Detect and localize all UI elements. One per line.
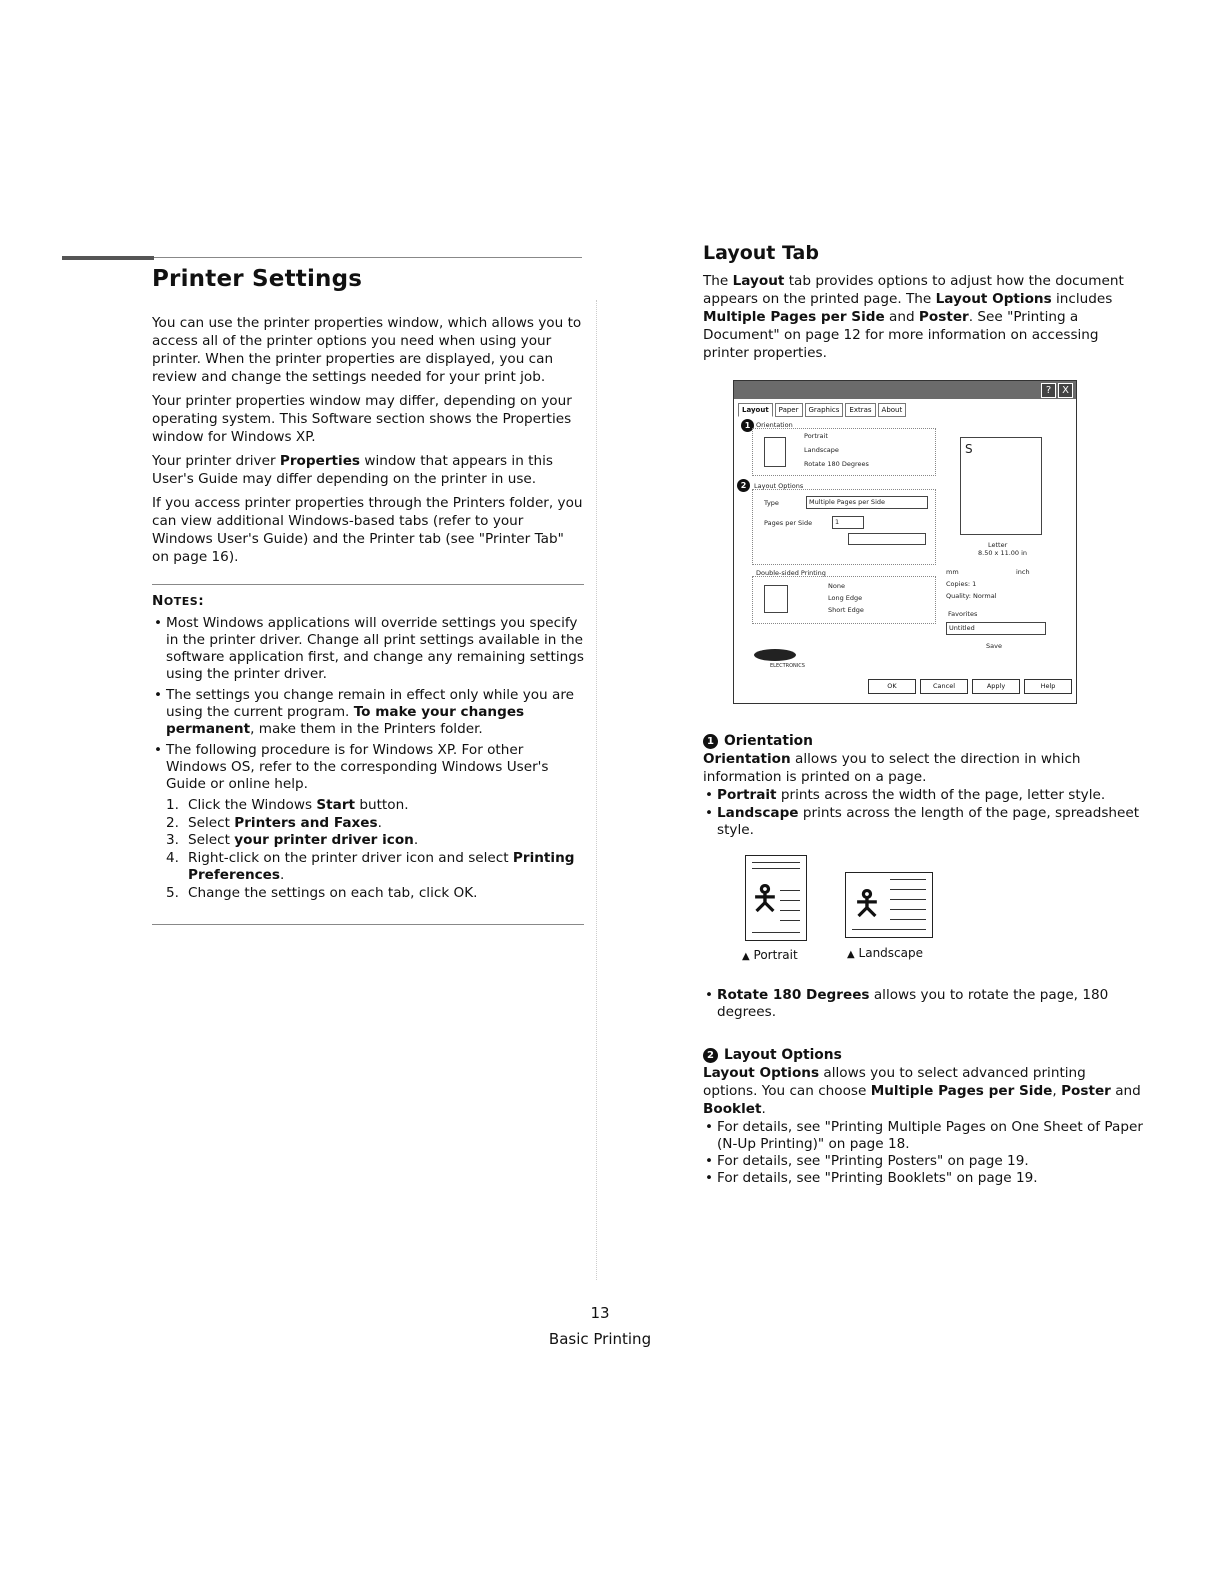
tab-graphics[interactable]: Graphics bbox=[805, 403, 844, 417]
step-item bbox=[166, 797, 584, 815]
text: : bbox=[198, 593, 205, 609]
bold-text: Printers and Faxes bbox=[234, 814, 378, 831]
text: window that appears in this User's Guide may differ depending on the printer in use. bbox=[152, 453, 553, 487]
list-item: • For details, see "Printing Multiple Pages on One Sheet of Paper (N-Up Printing)" on page 18. bbox=[703, 1119, 1143, 1153]
callout-marker-1: 1 bbox=[703, 734, 718, 749]
step-number: 3. bbox=[166, 832, 179, 848]
orientation-list bbox=[703, 787, 1143, 839]
layout-options-list bbox=[703, 1119, 1143, 1187]
orientation-heading bbox=[703, 733, 1143, 749]
radio-inch[interactable]: inch bbox=[1016, 568, 1030, 576]
bold-text: Poster bbox=[1061, 1083, 1111, 1099]
text: Change the settings on each tab, click OK. bbox=[188, 884, 478, 901]
text: Select bbox=[188, 814, 235, 831]
notes-title bbox=[152, 593, 584, 609]
text: prints across the width of the page, letter style. bbox=[776, 787, 1106, 803]
section-title: Printer Settings bbox=[152, 266, 363, 292]
radio-mm[interactable]: mm bbox=[946, 568, 959, 576]
text: . bbox=[761, 1101, 766, 1117]
text: and bbox=[1110, 1083, 1141, 1099]
person-icon: 🯅 bbox=[852, 884, 882, 924]
text: Landscape bbox=[858, 946, 923, 960]
bold-text: Printing Preferences bbox=[188, 849, 575, 883]
radio-short-edge[interactable]: Short Edge bbox=[828, 606, 864, 614]
step-item bbox=[166, 815, 584, 833]
text: . bbox=[377, 814, 382, 831]
bold-text: Poster bbox=[918, 309, 969, 325]
paragraph-os: Your printer properties window may differ, depending on your operating system. This Software section shows the Properties window for Windows XP. bbox=[152, 393, 572, 445]
figure-line bbox=[752, 862, 800, 863]
copies-readout: Copies: 1 bbox=[946, 580, 977, 588]
portrait-figure bbox=[745, 855, 807, 941]
favorites-label: Favorites bbox=[948, 610, 978, 618]
bold-text: Layout bbox=[732, 273, 785, 289]
figure-line bbox=[780, 890, 800, 891]
bold-text: Layout Options bbox=[703, 1065, 820, 1081]
person-icon: 🯅 bbox=[750, 879, 780, 919]
header-rule bbox=[154, 257, 582, 258]
text: allows you to select the direction in which information is printed on a page. bbox=[703, 751, 1081, 785]
triangle-icon: ▲ bbox=[847, 949, 855, 960]
list-item: • For details, see "Printing Booklets" on page 19. bbox=[703, 1170, 1143, 1187]
text: includes bbox=[1051, 291, 1113, 307]
dialog-tabs bbox=[738, 403, 906, 417]
bold-text: Landscape bbox=[717, 805, 799, 821]
duplex-preview-icon bbox=[764, 585, 788, 613]
bold-text: Orientation bbox=[703, 751, 791, 767]
layout-options-section bbox=[703, 1047, 1143, 1187]
text: N bbox=[152, 593, 164, 609]
step-number: 2. bbox=[166, 814, 179, 831]
notes-rule bbox=[152, 584, 584, 585]
figure-line bbox=[780, 900, 800, 901]
rotate-list bbox=[703, 987, 1143, 1021]
text: OTES bbox=[163, 595, 199, 608]
orientation-desc bbox=[703, 750, 1143, 786]
text: Your printer driver bbox=[152, 453, 280, 469]
layout-tab-intro bbox=[703, 272, 1143, 362]
text: The bbox=[703, 273, 733, 289]
apply-button[interactable]: Apply bbox=[972, 679, 1020, 694]
bold-text: Rotate 180 Degrees bbox=[717, 987, 870, 1003]
figure-line bbox=[752, 932, 800, 933]
figure-line bbox=[780, 910, 800, 911]
text: Right-click on the printer driver icon and select bbox=[188, 849, 513, 866]
orientation-preview-icon bbox=[764, 437, 786, 467]
close-icon[interactable]: X bbox=[1058, 383, 1073, 398]
save-button[interactable]: Save bbox=[986, 642, 1002, 650]
callout-marker-1: 1 bbox=[741, 419, 754, 432]
figure-line bbox=[890, 909, 926, 910]
callout-marker-2: 2 bbox=[737, 479, 750, 492]
radio-portrait[interactable]: Portrait bbox=[804, 432, 828, 440]
disabled-select bbox=[848, 533, 926, 545]
text: allows you to rotate the page, 180 degrees. bbox=[717, 987, 1109, 1020]
ok-button[interactable]: OK bbox=[868, 679, 916, 694]
checkbox-rotate[interactable]: Rotate 180 Degrees bbox=[804, 460, 869, 468]
bold-text: Booklet bbox=[703, 1101, 762, 1117]
favorites-select[interactable]: Untitled bbox=[946, 622, 1046, 635]
note-item bbox=[152, 687, 584, 738]
bold-text: Properties bbox=[279, 453, 361, 469]
tab-paper[interactable]: Paper bbox=[775, 403, 803, 417]
figure-line bbox=[890, 899, 926, 900]
text: , make them in the Printers folder. bbox=[250, 721, 483, 737]
duplex-group-label: Double-sided Printing bbox=[756, 569, 826, 577]
page-number: 13 bbox=[590, 1304, 610, 1322]
cancel-button[interactable]: Cancel bbox=[920, 679, 968, 694]
list-item bbox=[703, 987, 1143, 1021]
step-item bbox=[166, 850, 584, 885]
figure-line bbox=[890, 879, 926, 880]
bold-text: Multiple Pages per Side bbox=[703, 309, 885, 325]
heading-text: Layout Options bbox=[724, 1047, 842, 1063]
brand-subtitle: ELECTRONICS bbox=[770, 663, 805, 669]
quality-readout: Quality: Normal bbox=[946, 592, 997, 600]
type-label: Type bbox=[764, 499, 779, 507]
dialog-titlebar bbox=[734, 381, 1076, 399]
section-end-rule bbox=[152, 924, 584, 925]
landscape-caption bbox=[847, 946, 923, 960]
heading-text: Orientation bbox=[724, 733, 813, 749]
figure-line bbox=[890, 889, 926, 890]
text: . See "Printing a Document" on page 12 for more information on accessing printer properties. bbox=[703, 309, 1099, 361]
figure-line bbox=[780, 920, 800, 921]
right-column bbox=[703, 242, 1143, 368]
header-rule-accent bbox=[62, 256, 154, 260]
steps-list bbox=[166, 797, 584, 902]
page-preview bbox=[960, 437, 1042, 535]
notes-list bbox=[152, 615, 584, 793]
orientation-group-label: Orientation bbox=[756, 421, 793, 429]
text: allows you to select advanced printing options. You can choose bbox=[703, 1065, 1086, 1099]
text: and bbox=[884, 309, 919, 325]
note-item: • Most Windows applications will override settings you specify in the printer driver. Change all print settings available in the software application first, and change any remaining settings using the printer driver. bbox=[152, 615, 584, 683]
printer-properties-dialog bbox=[733, 380, 1077, 704]
paragraph-intro: You can use the printer properties window, which allows you to access all of the printer options you need when using your printer. When the printer properties are displayed, you can review and change the settings needed for your print job. bbox=[152, 315, 582, 385]
paper-size: 8.50 x 11.00 in bbox=[978, 549, 1028, 557]
paragraph-driver bbox=[152, 452, 584, 488]
step-number: 1. bbox=[166, 797, 179, 813]
rotate-section bbox=[703, 987, 1143, 1025]
text: , bbox=[1052, 1083, 1062, 1099]
radio-long-edge[interactable]: Long Edge bbox=[828, 594, 863, 602]
tab-extras[interactable]: Extras bbox=[845, 403, 875, 417]
text: tab provides options to adjust how the document appears on the printed page. The bbox=[703, 273, 1124, 307]
portrait-caption bbox=[742, 948, 798, 962]
text: prints across the length of the page, spreadsheet style. bbox=[717, 805, 1140, 838]
bold-text: Multiple Pages per Side bbox=[870, 1083, 1053, 1099]
step-number: 4. bbox=[166, 849, 179, 866]
help-icon[interactable]: ? bbox=[1041, 383, 1056, 398]
figure-line bbox=[890, 919, 926, 920]
brand-logo-icon bbox=[754, 649, 796, 661]
paragraph-printers-folder: If you access printer properties through the Printers folder, you can view additional Windows-based tabs (refer to your Windows User's Guide) and the Printer tab (see "Printer Tab" on page 16). bbox=[152, 495, 583, 565]
list-item bbox=[703, 787, 1143, 804]
text: . bbox=[413, 832, 419, 848]
bold-text: To make your changes permanent bbox=[166, 704, 525, 737]
column-divider bbox=[596, 300, 597, 1280]
landscape-figure bbox=[845, 872, 933, 938]
step-item bbox=[166, 832, 584, 850]
triangle-icon: ▲ bbox=[742, 951, 750, 962]
callout-marker-2: 2 bbox=[703, 1048, 718, 1063]
pages-per-side-label: Pages per Side bbox=[764, 519, 813, 527]
layout-options-group-label: Layout Options bbox=[754, 482, 804, 490]
step-item bbox=[166, 885, 584, 903]
list-item: • For details, see "Printing Posters" on page 19. bbox=[703, 1153, 1143, 1170]
type-select[interactable]: Multiple Pages per Side bbox=[806, 496, 928, 509]
tab-layout[interactable]: Layout bbox=[738, 403, 773, 417]
text: Select bbox=[188, 832, 235, 848]
text: Click the Windows bbox=[188, 797, 317, 813]
figure-line bbox=[752, 868, 800, 869]
figure-line bbox=[852, 929, 926, 930]
radio-landscape[interactable]: Landscape bbox=[804, 446, 839, 454]
list-item bbox=[703, 805, 1143, 839]
step-number: 5. bbox=[166, 884, 179, 901]
left-column bbox=[152, 266, 584, 925]
paper-name: Letter bbox=[988, 541, 1008, 549]
text: . bbox=[280, 867, 285, 883]
note-item: • The following procedure is for Windows XP. For other Windows OS, refer to the corresponding Windows User's Guide or online help. bbox=[152, 742, 584, 793]
radio-none[interactable]: None bbox=[828, 582, 845, 590]
pages-per-side-select[interactable]: 1 bbox=[832, 516, 864, 529]
layout-options-desc bbox=[703, 1064, 1143, 1118]
text: button. bbox=[355, 797, 409, 813]
bold-text: your printer driver icon bbox=[234, 832, 414, 848]
layout-options-heading bbox=[703, 1047, 1143, 1063]
preview-letter: S bbox=[965, 442, 973, 456]
orientation-section bbox=[703, 733, 1143, 843]
bold-text: Start bbox=[316, 797, 356, 813]
help-button[interactable]: Help bbox=[1024, 679, 1072, 694]
layout-tab-title: Layout Tab bbox=[703, 242, 819, 264]
bold-text: Layout Options bbox=[935, 291, 1052, 307]
text: Portrait bbox=[753, 948, 798, 962]
bold-text: Portrait bbox=[717, 787, 777, 803]
text: The settings you change remain in effect only while you are using the current program. bbox=[166, 687, 574, 720]
tab-about[interactable]: About bbox=[878, 403, 907, 417]
footer-section-name: Basic Printing bbox=[548, 1330, 652, 1348]
